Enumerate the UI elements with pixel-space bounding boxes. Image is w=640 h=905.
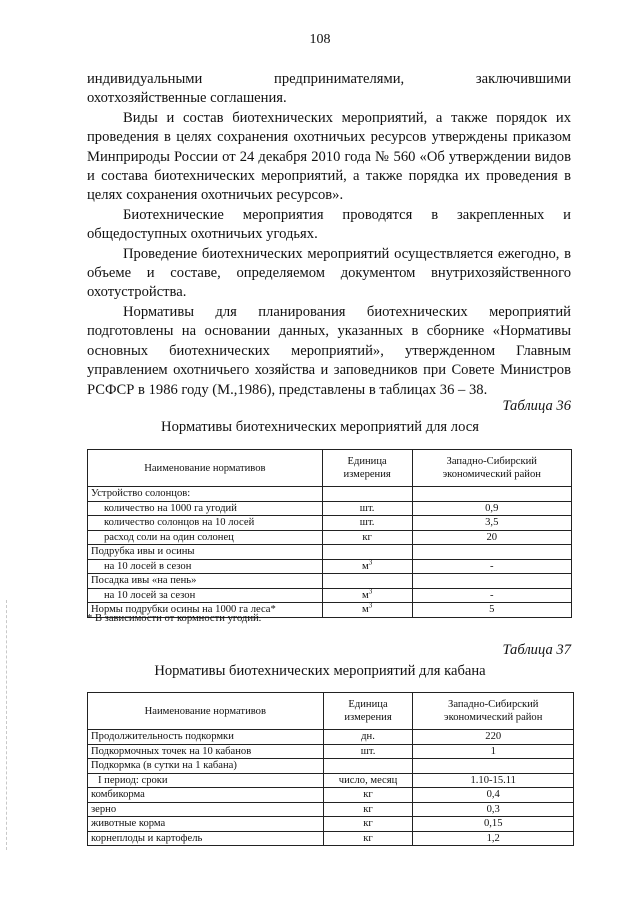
cell-value	[413, 759, 574, 774]
cell-value: 3,5	[412, 516, 572, 531]
paragraph: Нормативы для планирования биотехнических мероприятий подготовлены на основании данных, указанных в сборнике «Нормативы основных биотехнических мероприятий», утвержденном Главным управлением охотничьего хозяйства и заповедников при Совете Министров РСФСР в 1986 году (М.,1986), представлены в таблицах 36 – 38.	[87, 303, 571, 398]
unit-text: кг	[363, 832, 373, 844]
body-text	[87, 70, 571, 400]
cell-unit	[323, 831, 413, 846]
table-row	[88, 759, 574, 774]
cell-unit	[322, 487, 412, 502]
header-cell-region: Западно-Сибирский экономический район	[412, 450, 572, 487]
cell-value: 220	[413, 730, 574, 745]
table-row	[88, 530, 572, 545]
cell-value: 1.10-15.11	[413, 773, 574, 788]
cell-name: на 10 лосей за сезон	[88, 588, 323, 603]
header-cell-region: Западно-Сибирский экономический район	[413, 693, 574, 730]
cell-unit	[323, 788, 413, 803]
cell-value: 1,2	[413, 831, 574, 846]
table-row	[88, 802, 574, 817]
paragraph: Виды и состав биотехнических мероприятий, а также порядок их проведения в целях сохранения охотничьих ресурсов утверждены приказом Минприроды России от 24 декабря 2010 года № 560 «Об утверждении видов и состава биотехнических мероприятий, а также порядка их проведения в целях сохранения охотничьих ресурсов».	[87, 109, 571, 204]
paragraph: Проведение биотехнических мероприятий осуществляется ежегодно, в объеме и составе, определяемом документом внутрихозяйственного охотустройства.	[87, 245, 571, 301]
binding-margin-marks	[6, 600, 8, 850]
header-cell-unit: Единица измерения	[322, 450, 412, 487]
cell-unit	[322, 603, 412, 618]
cell-name: Подкормка (в сутки на 1 кабана)	[88, 759, 324, 774]
cell-name: количество солонцов на 10 лосей	[88, 516, 323, 531]
cell-name: корнеплоды и картофель	[88, 831, 324, 846]
cell-name: комбикорма	[88, 788, 324, 803]
cell-value	[412, 574, 572, 589]
table-row	[88, 559, 572, 574]
unit-text: м	[362, 604, 369, 616]
cell-name: Подрубка ивы и осины	[88, 545, 323, 560]
table-37	[87, 692, 574, 846]
cell-unit	[323, 744, 413, 759]
cell-name: I период: сроки	[88, 773, 324, 788]
cell-value	[412, 487, 572, 502]
cell-unit	[323, 759, 413, 774]
cell-unit	[322, 559, 412, 574]
table-37-title: Нормативы биотехнических мероприятий для кабана	[154, 663, 486, 679]
cell-name: Нормы подрубки осины на 1000 га леса*	[88, 603, 323, 618]
table-row	[88, 744, 574, 759]
unit-text: шт.	[359, 502, 375, 514]
cell-value: -	[412, 559, 572, 574]
table-row	[88, 501, 572, 516]
table-36	[87, 449, 572, 618]
unit-text: кг	[363, 818, 373, 830]
table-36-caption: Таблица 36	[502, 398, 571, 414]
unit-text: м	[362, 560, 369, 572]
table-row	[88, 574, 572, 589]
page-number: 108	[309, 32, 331, 47]
unit-text: кг	[363, 803, 373, 815]
table-header-row	[88, 450, 572, 487]
header-cell-name: Наименование нормативов	[88, 450, 323, 487]
cell-unit	[323, 773, 413, 788]
cell-name: зерно	[88, 802, 324, 817]
cell-unit	[323, 802, 413, 817]
table-row	[88, 773, 574, 788]
table-row	[88, 788, 574, 803]
header-cell-name: Наименование нормативов	[88, 693, 324, 730]
table-row	[88, 545, 572, 560]
unit-text: шт.	[359, 517, 375, 529]
unit-superscript: 3	[368, 558, 373, 567]
cell-unit	[322, 530, 412, 545]
paragraph-line: индивидуальными предпринимателями, заключившими	[87, 71, 571, 87]
unit-text: число, месяц	[338, 774, 398, 786]
cell-name: животные корма	[88, 817, 324, 832]
unit-superscript: 3	[368, 587, 373, 596]
cell-value	[412, 545, 572, 560]
unit-superscript: 3	[368, 601, 373, 610]
cell-unit	[322, 501, 412, 516]
cell-value: 0,4	[413, 788, 574, 803]
table-row	[88, 588, 572, 603]
table-row	[88, 831, 574, 846]
paragraph-line: охотхозяйственные соглашения.	[87, 90, 287, 107]
cell-unit	[322, 545, 412, 560]
table-36-footnote: * В зависимости от кормности угодий.	[87, 613, 262, 624]
cell-value: 0,9	[412, 501, 572, 516]
cell-name: Подкормочных точек на 10 кабанов	[88, 744, 324, 759]
cell-value: 5	[412, 603, 572, 618]
header-cell-unit: Единица измерения	[323, 693, 413, 730]
cell-unit	[322, 516, 412, 531]
cell-name: Посадка ивы «на пень»	[88, 574, 323, 589]
unit-text: дн.	[361, 731, 375, 743]
cell-name: Продолжительность подкормки	[88, 730, 324, 745]
paragraph: Биотехнические мероприятия проводятся в закрепленных и общедоступных охотничьих угодьях.	[87, 206, 571, 243]
cell-value: 0,15	[413, 817, 574, 832]
cell-unit	[322, 574, 412, 589]
table-row	[88, 516, 572, 531]
cell-name: Устройство солонцов:	[88, 487, 323, 502]
table-36-title: Нормативы биотехнических мероприятий для лося	[161, 419, 479, 435]
cell-unit	[323, 730, 413, 745]
table-37-caption: Таблица 37	[502, 642, 571, 658]
cell-value: -	[412, 588, 572, 603]
cell-name: на 10 лосей в сезон	[88, 559, 323, 574]
cell-name: расход соли на один солонец	[88, 530, 323, 545]
table-header-row	[88, 693, 574, 730]
unit-text: м	[362, 589, 369, 601]
unit-text: кг	[362, 531, 372, 543]
cell-unit	[323, 817, 413, 832]
cell-value: 0,3	[413, 802, 574, 817]
table-row	[88, 817, 574, 832]
cell-value: 20	[412, 530, 572, 545]
cell-value: 1	[413, 744, 574, 759]
unit-text: шт.	[360, 745, 376, 757]
table-row	[88, 487, 572, 502]
table-row	[88, 730, 574, 745]
unit-text: кг	[363, 789, 373, 801]
cell-name: количество на 1000 га угодий	[88, 501, 323, 516]
cell-unit	[322, 588, 412, 603]
